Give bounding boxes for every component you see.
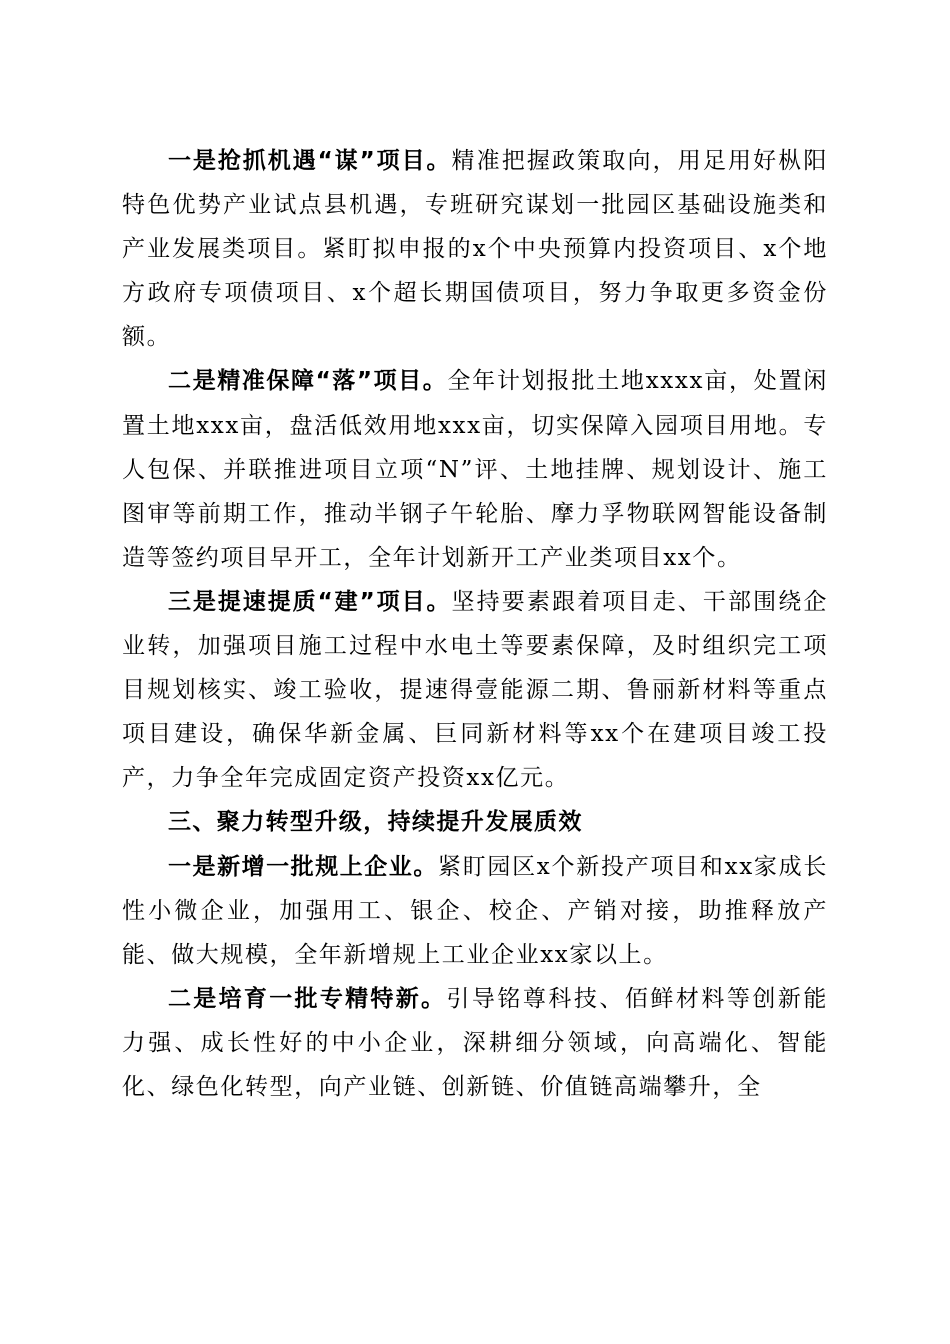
- paragraph-lead: 二是培育一批专精特新。: [168, 985, 447, 1012]
- document-page: [122, 139, 828, 1109]
- paragraph-body: 坚持要素跟着项目走、干部围绕企业转，加强项目施工过程中水电土等要素保障，及时组织完工项目规划核实、竣工验收，提速得壹能源二期、鲁丽新材料等重点项目建设，确保华新金属、巨同新材料等xx个在建项目竣工投产，力争全年完成固定资产投资xx亿元。: [122, 588, 828, 792]
- paragraph-body: 精准把握政策取向，用足用好枞阳特色优势产业试点县机遇，专班研究谋划一批园区基础设施类和产业发展类项目。紧盯拟申报的x个中央预算内投资项目、x个地方政府专项债项目、x个超长期国债项目，努力争取更多资金份额。: [122, 148, 828, 351]
- paragraph-lead: 一是新增一批规上企业。: [168, 853, 438, 880]
- section-heading: 三、聚力转型升级，持续提升发展质效: [168, 809, 583, 836]
- paragraph-build-projects: [122, 580, 828, 800]
- paragraph-lead: 一是抢抓机遇“谋”项目。: [168, 148, 452, 174]
- paragraph-secure-projects: [122, 359, 828, 579]
- paragraph-new-enterprises: [122, 845, 828, 977]
- paragraph-specialized-enterprises: [122, 977, 828, 1109]
- paragraph-lead: 二是精准保障“落”项目。: [168, 368, 448, 395]
- paragraph-body: 全年计划报批土地xxxx亩，处置闲置土地xxx亩，盘活低效用地xxx亩，切实保障入园项目用地。专人包保、并联推进项目立项“N”评、土地挂牌、规划设计、施工图审等前期工作，推动半钢子午轮胎、摩力孚物联网智能设备制造等签约项目早开工，全年计划新开工产业类项目xx个。: [122, 368, 828, 571]
- paragraph-seek-projects: [122, 139, 828, 359]
- paragraph-body: 引导铭尊科技、佰鲜材料等创新能力强、成长性好的中小企业，深耕细分领域，向高端化、智能化、绿色化转型，向产业链、创新链、价值链高端攀升，全: [122, 985, 828, 1100]
- paragraph-body: 紧盯园区x个新投产项目和xx家成长性小微企业，加强用工、银企、校企、产销对接，助推释放产能、做大规模，全年新增规上工业企业xx家以上。: [122, 853, 828, 968]
- paragraph-lead: 三是提速提质“建”项目。: [168, 588, 452, 615]
